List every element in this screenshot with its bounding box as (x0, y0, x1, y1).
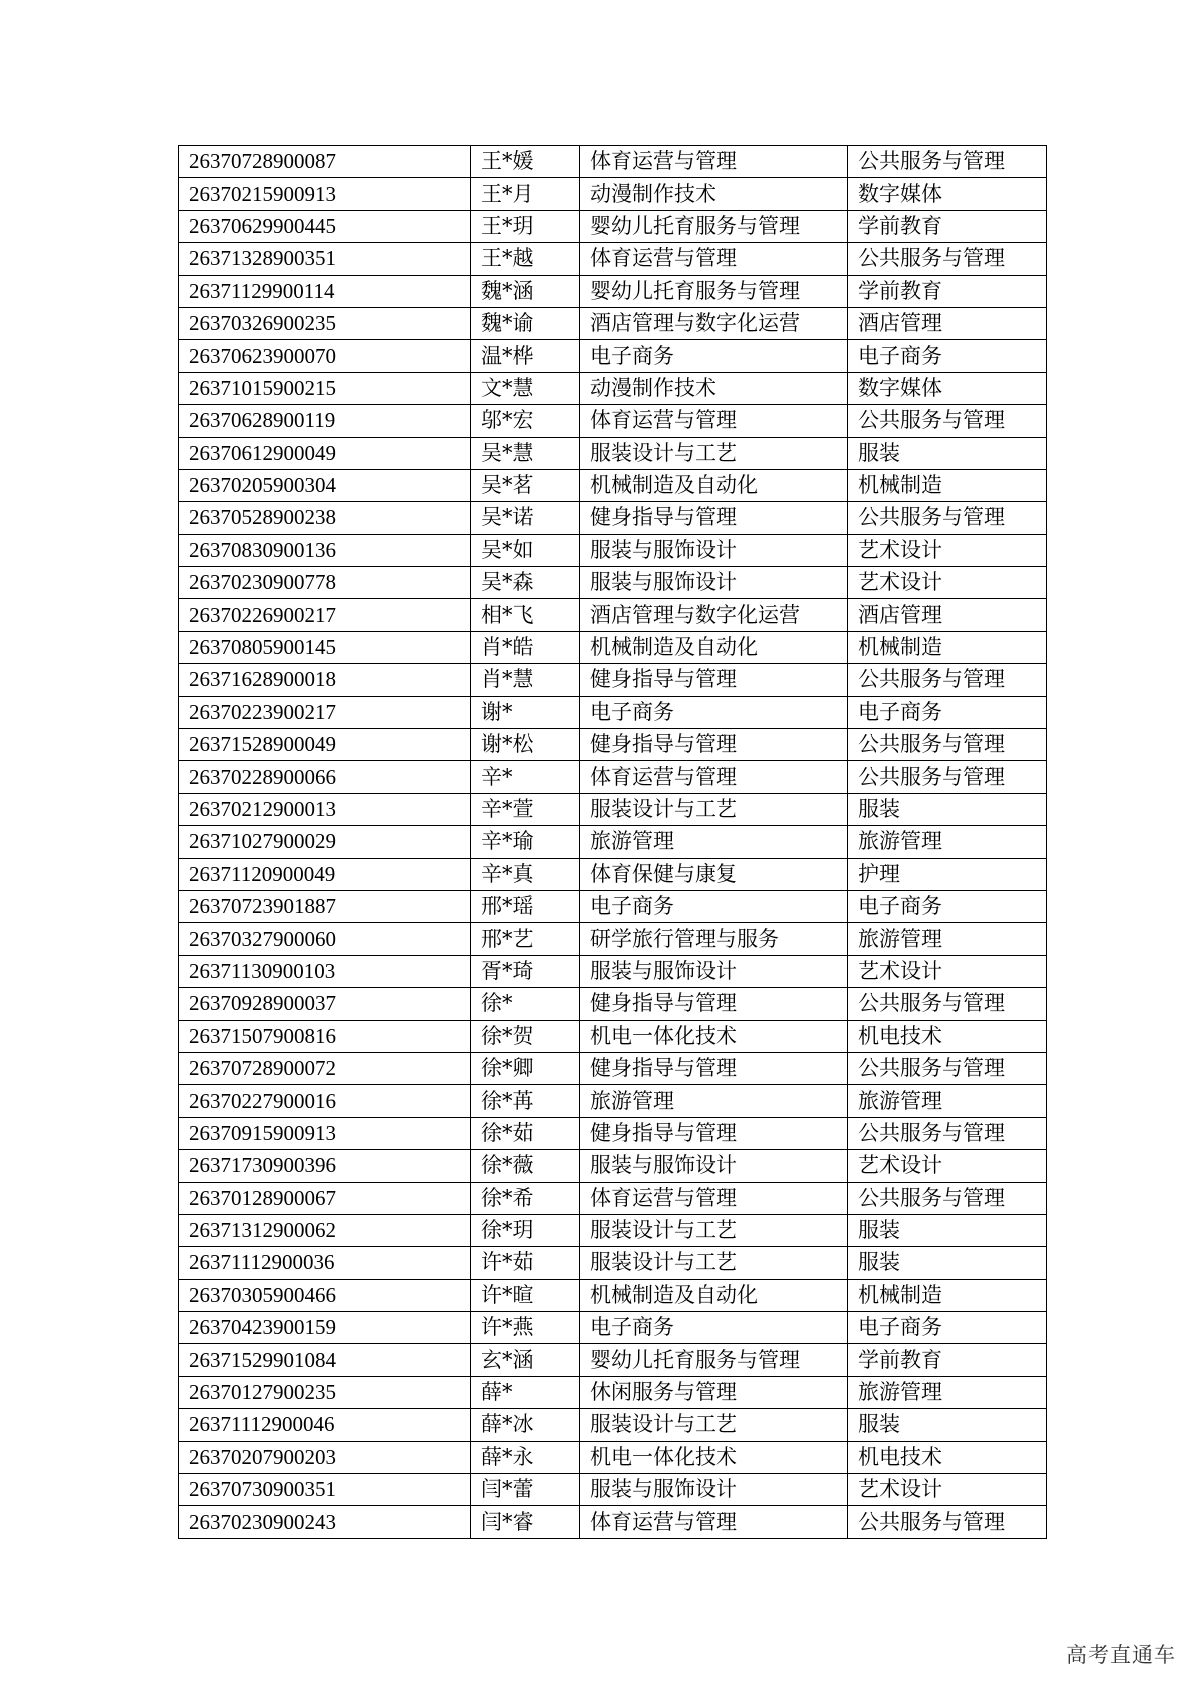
category-cell: 艺术设计 (848, 567, 1047, 599)
table-row (179, 469, 1047, 501)
table-row (179, 599, 1047, 631)
table-row (179, 955, 1047, 987)
major-cell: 机电一体化技术 (580, 1441, 848, 1473)
major-cell: 旅游管理 (580, 826, 848, 858)
table-row (179, 1344, 1047, 1376)
student-name-cell: 玄*涵 (471, 1344, 580, 1376)
table-row (179, 1506, 1047, 1538)
category-cell: 数字媒体 (848, 372, 1047, 404)
student-name-cell: 徐*卿 (471, 1052, 580, 1084)
exam-number-cell: 26371312900062 (179, 1214, 471, 1246)
student-name-cell: 王*媛 (471, 146, 580, 178)
table-row (179, 631, 1047, 663)
table-row (179, 534, 1047, 566)
exam-number-cell: 26370730900351 (179, 1474, 471, 1506)
major-cell: 机械制造及自动化 (580, 469, 848, 501)
student-name-cell: 肖*皓 (471, 631, 580, 663)
category-cell: 公共服务与管理 (848, 664, 1047, 696)
category-cell: 公共服务与管理 (848, 405, 1047, 437)
table-row (179, 243, 1047, 275)
major-cell: 服装与服饰设计 (580, 567, 848, 599)
exam-number-cell: 26371112900046 (179, 1409, 471, 1441)
exam-number-cell: 26370728900087 (179, 146, 471, 178)
table-row (179, 502, 1047, 534)
student-name-cell: 薛*永 (471, 1441, 580, 1473)
table-row (179, 1214, 1047, 1246)
student-name-cell: 吴*慧 (471, 437, 580, 469)
major-cell: 健身指导与管理 (580, 664, 848, 696)
major-cell: 电子商务 (580, 890, 848, 922)
student-name-cell: 魏*谕 (471, 307, 580, 339)
exam-number-cell: 26370629900445 (179, 210, 471, 242)
student-name-cell: 魏*涵 (471, 275, 580, 307)
major-cell: 机械制造及自动化 (580, 1279, 848, 1311)
student-name-cell: 王*越 (471, 243, 580, 275)
student-name-cell: 胥*琦 (471, 955, 580, 987)
table-row (179, 923, 1047, 955)
table-row (179, 696, 1047, 728)
student-name-cell: 邬*宏 (471, 405, 580, 437)
category-cell: 机械制造 (848, 469, 1047, 501)
exam-number-cell: 26371730900396 (179, 1150, 471, 1182)
student-name-cell: 辛*萱 (471, 793, 580, 825)
category-cell: 机电技术 (848, 1020, 1047, 1052)
table-row (179, 890, 1047, 922)
exam-number-cell: 26370723901887 (179, 890, 471, 922)
category-cell: 公共服务与管理 (848, 761, 1047, 793)
category-cell: 电子商务 (848, 1312, 1047, 1344)
table-row (179, 340, 1047, 372)
student-name-cell: 许*燕 (471, 1312, 580, 1344)
major-cell: 服装设计与工艺 (580, 1247, 848, 1279)
category-cell: 公共服务与管理 (848, 988, 1047, 1020)
table-row (179, 210, 1047, 242)
exam-number-cell: 26370423900159 (179, 1312, 471, 1344)
category-cell: 电子商务 (848, 890, 1047, 922)
table-row (179, 729, 1047, 761)
student-name-cell: 许*暄 (471, 1279, 580, 1311)
major-cell: 服装设计与工艺 (580, 793, 848, 825)
student-name-cell: 吴*茗 (471, 469, 580, 501)
major-cell: 电子商务 (580, 340, 848, 372)
category-cell: 数字媒体 (848, 178, 1047, 210)
exam-number-cell: 26370230900243 (179, 1506, 471, 1538)
exam-number-cell: 26370127900235 (179, 1376, 471, 1408)
student-table (178, 145, 1047, 1539)
category-cell: 学前教育 (848, 1344, 1047, 1376)
major-cell: 机械制造及自动化 (580, 631, 848, 663)
major-cell: 机电一体化技术 (580, 1020, 848, 1052)
exam-number-cell: 26371112900036 (179, 1247, 471, 1279)
major-cell: 酒店管理与数字化运营 (580, 307, 848, 339)
category-cell: 学前教育 (848, 210, 1047, 242)
category-cell: 旅游管理 (848, 826, 1047, 858)
student-name-cell: 辛*瑜 (471, 826, 580, 858)
student-name-cell: 徐*薇 (471, 1150, 580, 1182)
exam-number-cell: 26370228900066 (179, 761, 471, 793)
category-cell: 电子商务 (848, 340, 1047, 372)
exam-number-cell: 26371120900049 (179, 858, 471, 890)
exam-number-cell: 26370628900119 (179, 405, 471, 437)
major-cell: 体育运营与管理 (580, 243, 848, 275)
category-cell: 机电技术 (848, 1441, 1047, 1473)
category-cell: 艺术设计 (848, 534, 1047, 566)
table-row (179, 1117, 1047, 1149)
major-cell: 体育运营与管理 (580, 1506, 848, 1538)
exam-number-cell: 26370215900913 (179, 178, 471, 210)
category-cell: 护理 (848, 858, 1047, 890)
table-row (179, 1182, 1047, 1214)
exam-number-cell: 26371529901084 (179, 1344, 471, 1376)
category-cell: 服装 (848, 793, 1047, 825)
exam-number-cell: 26371015900215 (179, 372, 471, 404)
student-name-cell: 徐*茹 (471, 1117, 580, 1149)
student-name-cell: 徐*希 (471, 1182, 580, 1214)
exam-number-cell: 26371528900049 (179, 729, 471, 761)
major-cell: 健身指导与管理 (580, 988, 848, 1020)
student-name-cell: 吴*森 (471, 567, 580, 599)
student-name-cell: 谢* (471, 696, 580, 728)
major-cell: 体育运营与管理 (580, 761, 848, 793)
table-row (179, 1409, 1047, 1441)
major-cell: 电子商务 (580, 696, 848, 728)
category-cell: 服装 (848, 1409, 1047, 1441)
category-cell: 电子商务 (848, 696, 1047, 728)
major-cell: 体育保健与康复 (580, 858, 848, 890)
exam-number-cell: 26370805900145 (179, 631, 471, 663)
table-row (179, 1441, 1047, 1473)
student-name-cell: 徐*苒 (471, 1085, 580, 1117)
exam-number-cell: 26371328900351 (179, 243, 471, 275)
student-name-cell: 辛* (471, 761, 580, 793)
major-cell: 体育运营与管理 (580, 146, 848, 178)
exam-number-cell: 26371628900018 (179, 664, 471, 696)
major-cell: 健身指导与管理 (580, 1117, 848, 1149)
exam-number-cell: 26371027900029 (179, 826, 471, 858)
table-row (179, 858, 1047, 890)
table-row (179, 1052, 1047, 1084)
student-name-cell: 王*玥 (471, 210, 580, 242)
exam-number-cell: 26370212900013 (179, 793, 471, 825)
major-cell: 婴幼儿托育服务与管理 (580, 210, 848, 242)
table-row (179, 1474, 1047, 1506)
table-row (179, 1247, 1047, 1279)
exam-number-cell: 26370928900037 (179, 988, 471, 1020)
major-cell: 服装设计与工艺 (580, 437, 848, 469)
category-cell: 酒店管理 (848, 599, 1047, 631)
major-cell: 健身指导与管理 (580, 1052, 848, 1084)
exam-number-cell: 26371129900114 (179, 275, 471, 307)
category-cell: 公共服务与管理 (848, 146, 1047, 178)
table-row (179, 761, 1047, 793)
table-row (179, 307, 1047, 339)
table-row (179, 1150, 1047, 1182)
major-cell: 动漫制作技术 (580, 372, 848, 404)
table-row (179, 793, 1047, 825)
category-cell: 公共服务与管理 (848, 243, 1047, 275)
category-cell: 学前教育 (848, 275, 1047, 307)
student-name-cell: 薛* (471, 1376, 580, 1408)
exam-number-cell: 26370623900070 (179, 340, 471, 372)
exam-number-cell: 26371507900816 (179, 1020, 471, 1052)
major-cell: 动漫制作技术 (580, 178, 848, 210)
exam-number-cell: 26370227900016 (179, 1085, 471, 1117)
table-row (179, 826, 1047, 858)
category-cell: 艺术设计 (848, 955, 1047, 987)
category-cell: 艺术设计 (848, 1150, 1047, 1182)
major-cell: 酒店管理与数字化运营 (580, 599, 848, 631)
student-name-cell: 许*茹 (471, 1247, 580, 1279)
table-row (179, 437, 1047, 469)
major-cell: 服装与服饰设计 (580, 534, 848, 566)
major-cell: 研学旅行管理与服务 (580, 923, 848, 955)
major-cell: 健身指导与管理 (580, 729, 848, 761)
category-cell: 服装 (848, 437, 1047, 469)
category-cell: 服装 (848, 1214, 1047, 1246)
exam-number-cell: 26370305900466 (179, 1279, 471, 1311)
exam-number-cell: 26370226900217 (179, 599, 471, 631)
student-name-cell: 王*月 (471, 178, 580, 210)
major-cell: 体育运营与管理 (580, 1182, 848, 1214)
major-cell: 服装设计与工艺 (580, 1409, 848, 1441)
table-row (179, 1085, 1047, 1117)
table-row (179, 372, 1047, 404)
category-cell: 公共服务与管理 (848, 1182, 1047, 1214)
exam-number-cell: 26370915900913 (179, 1117, 471, 1149)
major-cell: 电子商务 (580, 1312, 848, 1344)
major-cell: 旅游管理 (580, 1085, 848, 1117)
table-row (179, 988, 1047, 1020)
category-cell: 艺术设计 (848, 1474, 1047, 1506)
student-name-cell: 吴*诺 (471, 502, 580, 534)
exam-number-cell: 26370612900049 (179, 437, 471, 469)
student-name-cell: 闫*睿 (471, 1506, 580, 1538)
student-name-cell: 肖*慧 (471, 664, 580, 696)
table-row (179, 1279, 1047, 1311)
major-cell: 健身指导与管理 (580, 502, 848, 534)
category-cell: 机械制造 (848, 631, 1047, 663)
student-name-cell: 谢*松 (471, 729, 580, 761)
exam-number-cell: 26370728900072 (179, 1052, 471, 1084)
student-name-cell: 闫*蕾 (471, 1474, 580, 1506)
exam-number-cell: 26370830900136 (179, 534, 471, 566)
category-cell: 公共服务与管理 (848, 502, 1047, 534)
major-cell: 休闲服务与管理 (580, 1376, 848, 1408)
major-cell: 婴幼儿托育服务与管理 (580, 1344, 848, 1376)
exam-number-cell: 26370207900203 (179, 1441, 471, 1473)
category-cell: 酒店管理 (848, 307, 1047, 339)
student-name-cell: 徐* (471, 988, 580, 1020)
table-row (179, 1020, 1047, 1052)
major-cell: 婴幼儿托育服务与管理 (580, 275, 848, 307)
exam-number-cell: 26371130900103 (179, 955, 471, 987)
student-table-body (179, 146, 1047, 1539)
major-cell: 服装与服饰设计 (580, 1150, 848, 1182)
major-cell: 服装与服饰设计 (580, 955, 848, 987)
category-cell: 公共服务与管理 (848, 1117, 1047, 1149)
student-name-cell: 徐*贺 (471, 1020, 580, 1052)
category-cell: 公共服务与管理 (848, 1052, 1047, 1084)
category-cell: 旅游管理 (848, 1085, 1047, 1117)
exam-number-cell: 26370326900235 (179, 307, 471, 339)
category-cell: 公共服务与管理 (848, 729, 1047, 761)
student-name-cell: 相*飞 (471, 599, 580, 631)
student-name-cell: 文*慧 (471, 372, 580, 404)
exam-number-cell: 26370327900060 (179, 923, 471, 955)
student-name-cell: 温*桦 (471, 340, 580, 372)
student-name-cell: 辛*真 (471, 858, 580, 890)
watermark: 高考直通车 (1066, 1643, 1176, 1667)
major-cell: 服装设计与工艺 (580, 1214, 848, 1246)
student-name-cell: 邢*瑶 (471, 890, 580, 922)
exam-number-cell: 26370223900217 (179, 696, 471, 728)
category-cell: 旅游管理 (848, 923, 1047, 955)
category-cell: 服装 (848, 1247, 1047, 1279)
exam-number-cell: 26370128900067 (179, 1182, 471, 1214)
table-row (179, 1376, 1047, 1408)
table-row (179, 405, 1047, 437)
student-name-cell: 吴*如 (471, 534, 580, 566)
major-cell: 体育运营与管理 (580, 405, 848, 437)
table-row (179, 664, 1047, 696)
exam-number-cell: 26370230900778 (179, 567, 471, 599)
table-row (179, 275, 1047, 307)
student-name-cell: 邢*艺 (471, 923, 580, 955)
category-cell: 机械制造 (848, 1279, 1047, 1311)
category-cell: 公共服务与管理 (848, 1506, 1047, 1538)
table-row (179, 146, 1047, 178)
student-name-cell: 徐*玥 (471, 1214, 580, 1246)
exam-number-cell: 26370528900238 (179, 502, 471, 534)
student-name-cell: 薛*冰 (471, 1409, 580, 1441)
table-row (179, 1312, 1047, 1344)
table-row (179, 567, 1047, 599)
category-cell: 旅游管理 (848, 1376, 1047, 1408)
table-row (179, 178, 1047, 210)
exam-number-cell: 26370205900304 (179, 469, 471, 501)
major-cell: 服装与服饰设计 (580, 1474, 848, 1506)
